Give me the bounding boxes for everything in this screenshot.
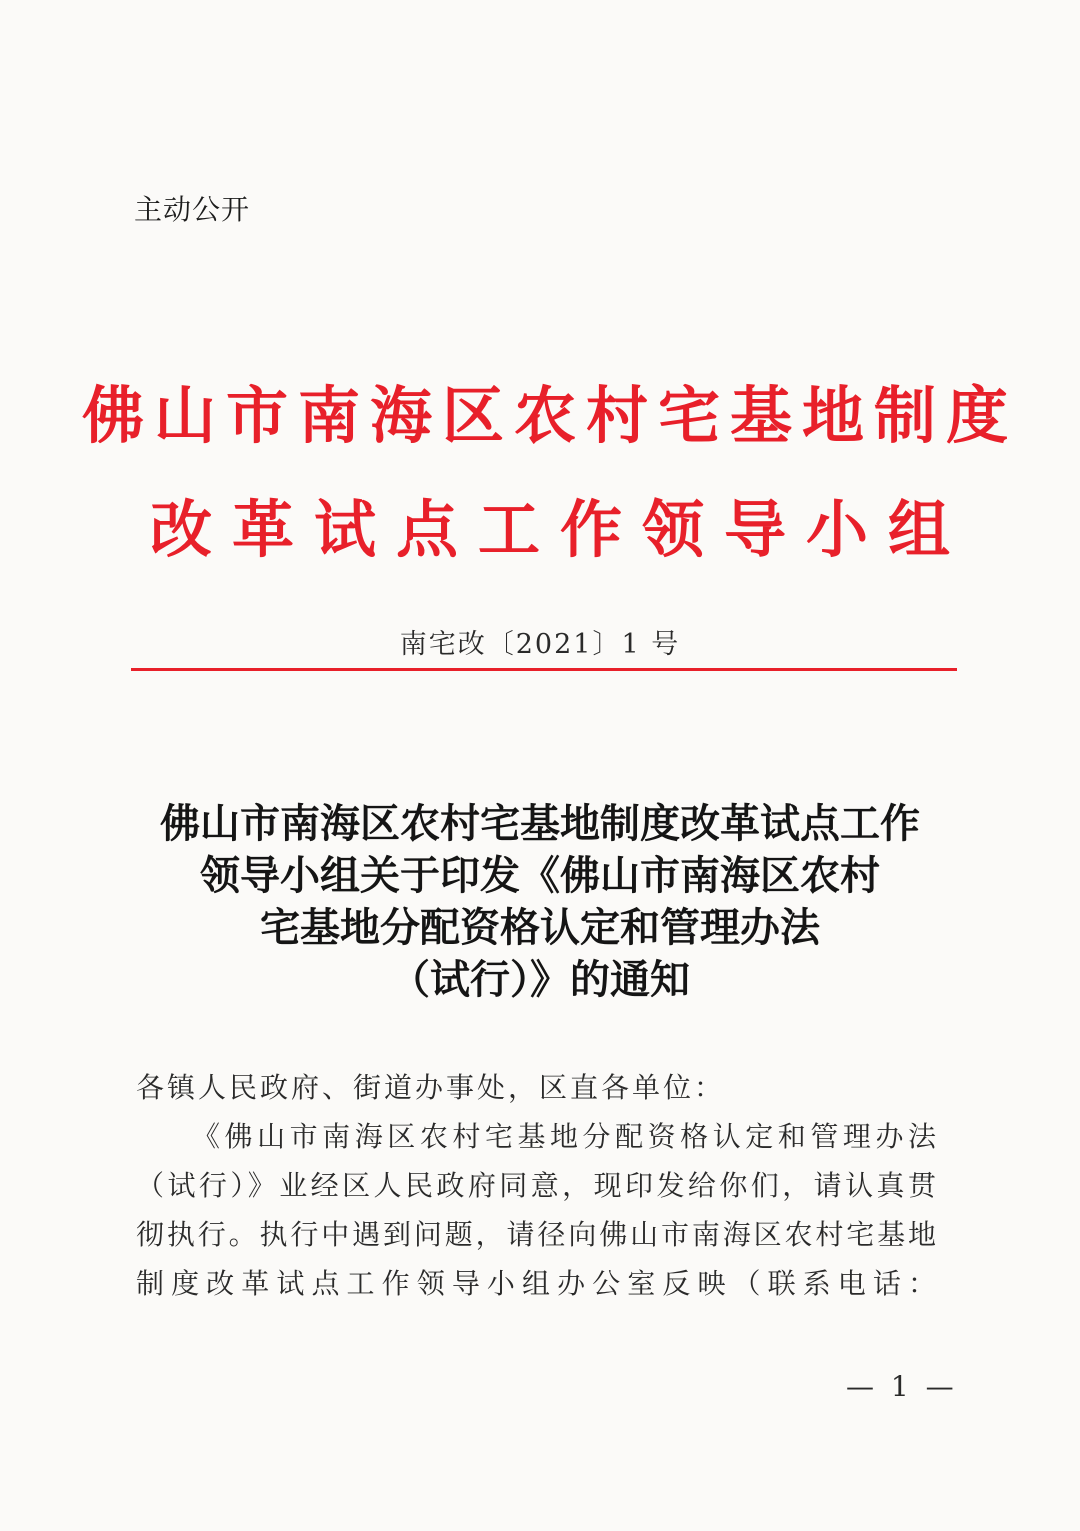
title-line-1: 佛山市南海区农村宅基地制度改革试点工作 [160,800,920,847]
issuer-name-line-1: 佛山市南海区农村宅基地制度 [81,379,1018,452]
title-line-4: （试行）》的通知 [390,956,690,1003]
issuer-name-line-2: 改革试点工作领导小组 [149,493,970,566]
title-line-3: 宅基地分配资格认定和管理办法 [260,904,820,951]
red-divider-line [131,668,957,671]
document-number: 南宅改〔2021〕1 号 [399,629,681,660]
paragraph-line: 彻执行。执行中遇到问题，请径向佛山市南海区农村宅基地 [136,1218,936,1251]
body-paragraph [136,1112,936,1308]
paragraph-line: 制度改革试点工作领导小组办公室反映（联系电话： [136,1267,936,1300]
page-number: — 1 — [846,1370,958,1403]
paragraph-line: （试行）》业经区人民政府同意，现印发给你们，请认真贯 [136,1169,936,1202]
disclosure-label: 主动公开 [134,193,251,226]
title-line-2: 领导小组关于印发《佛山市南海区农村 [200,852,880,899]
document-title [0,798,1080,1006]
addressee: 各镇人民政府、街道办事处，区直各单位： [136,1071,726,1104]
paragraph-line: 《佛山市南海区农村宅基地分配资格认定和管理办法 [192,1120,936,1153]
